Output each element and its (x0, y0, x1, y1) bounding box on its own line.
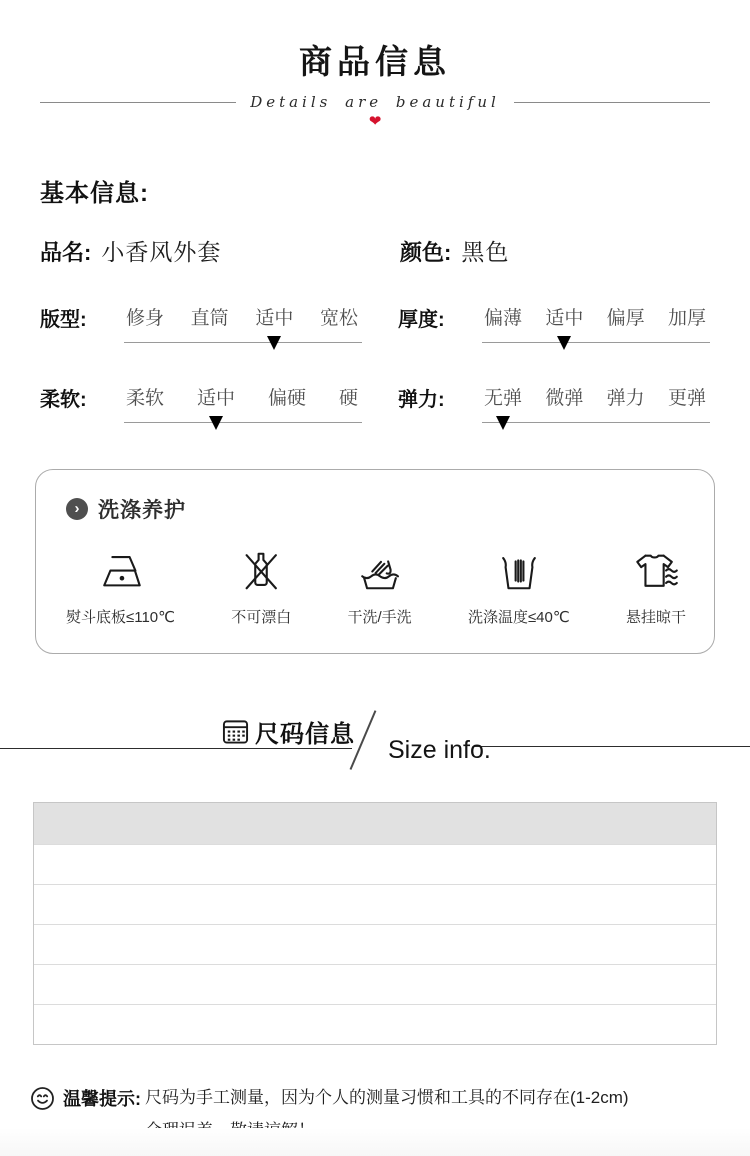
attribute-option: 硬 (338, 388, 358, 409)
divider-line-left (40, 102, 236, 103)
field-color (400, 234, 509, 267)
wash-temp-icon (496, 548, 542, 594)
table-row (34, 924, 716, 964)
attribute-label: 柔软: (40, 389, 87, 411)
iron-icon (98, 548, 144, 594)
attribute-option: 适中 (545, 303, 583, 330)
heart-icon: ❤ (368, 113, 382, 130)
attribute-label: 弹力: (398, 389, 445, 411)
subtitle-row (40, 93, 710, 111)
basic-info-section (40, 173, 710, 423)
attribute-option: 加厚 (667, 308, 706, 329)
basic-fields-row (40, 234, 710, 267)
size-info-header (0, 702, 750, 776)
attribute-softness (40, 383, 362, 423)
attribute-option: 直筒 (190, 308, 229, 329)
chevron-right-circle-icon: › (66, 498, 88, 520)
attribute-option: 修身 (126, 308, 165, 329)
attribute-option: 偏薄 (484, 308, 523, 329)
attribute-option: 无弹 (484, 383, 522, 410)
care-item-label: 干洗/手洗 (347, 609, 412, 626)
care-item-no-bleach (231, 548, 291, 627)
care-item-label: 洗涤温度≤40℃ (467, 609, 570, 626)
divider-line-right (514, 102, 710, 103)
size-info-title-cn: 尺码信息 (255, 721, 355, 748)
table-row (34, 1004, 716, 1044)
divider-line-right (474, 746, 750, 747)
care-items-row (66, 548, 686, 627)
basic-info-heading: 基本信息: (40, 180, 149, 207)
attribute-option: 适中 (255, 303, 293, 330)
attribute-option: 柔软 (126, 388, 165, 409)
size-info-title-cn-group (222, 714, 355, 749)
attribute-scale (482, 383, 710, 423)
care-box (35, 469, 715, 654)
attribute-label: 厚度: (398, 309, 445, 331)
attribute-option: 微弹 (545, 388, 584, 409)
notice-line-1: 尺码为手工测量，因为个人的测量习惯和工具的不同存在(1-2cm) (145, 1088, 629, 1107)
no-bleach-icon (238, 548, 284, 594)
attribute-option: 偏厚 (606, 308, 645, 329)
attribute-option: 宽松 (319, 308, 358, 329)
size-table (33, 802, 717, 1045)
care-item-label: 熨斗底板≤110℃ (66, 609, 175, 626)
attribute-thickness (398, 303, 710, 343)
smiley-face-icon (30, 1086, 55, 1111)
field-label: 品名: (40, 240, 92, 265)
care-item-hand-wash (348, 548, 412, 627)
attribute-label: 版型: (40, 309, 87, 331)
care-header (66, 494, 686, 524)
field-product-name (40, 234, 400, 267)
hang-dry-icon (633, 548, 679, 594)
attribute-fit (40, 303, 362, 343)
attribute-scale (124, 303, 362, 343)
table-row (34, 844, 716, 884)
field-value: 黑色 (461, 239, 510, 265)
attribute-option: 适中 (197, 383, 235, 410)
attribute-scale (482, 303, 710, 343)
page-bottom-fade (0, 1128, 750, 1156)
attribute-scale (124, 383, 362, 423)
attribute-option: 弹力 (606, 388, 645, 409)
size-info-title-en: Size info. (388, 736, 491, 764)
attributes-grid (40, 303, 710, 423)
page-subtitle: Details are beautiful (250, 93, 500, 111)
care-item-hang-dry (626, 548, 686, 627)
care-item-iron (66, 548, 175, 627)
table-header-row (34, 803, 716, 844)
care-item-label: 悬挂晾干 (625, 609, 686, 626)
page-header (0, 0, 750, 129)
field-value: 小香风外套 (101, 239, 222, 265)
calendar-grid-icon (222, 718, 249, 745)
attribute-elasticity (398, 383, 710, 423)
attribute-option: 偏硬 (267, 388, 306, 409)
table-row (34, 884, 716, 924)
care-title: 洗涤养护 (98, 499, 186, 522)
care-item-wash-temp (468, 548, 570, 627)
field-label: 颜色: (400, 240, 452, 265)
notice-label: 温馨提示: (63, 1089, 141, 1109)
page-title: 商品信息 (299, 43, 451, 80)
hand-wash-icon (357, 548, 403, 594)
care-item-label: 不可漂白 (231, 609, 292, 626)
attribute-option: 更弹 (667, 388, 706, 409)
table-row (34, 964, 716, 1004)
